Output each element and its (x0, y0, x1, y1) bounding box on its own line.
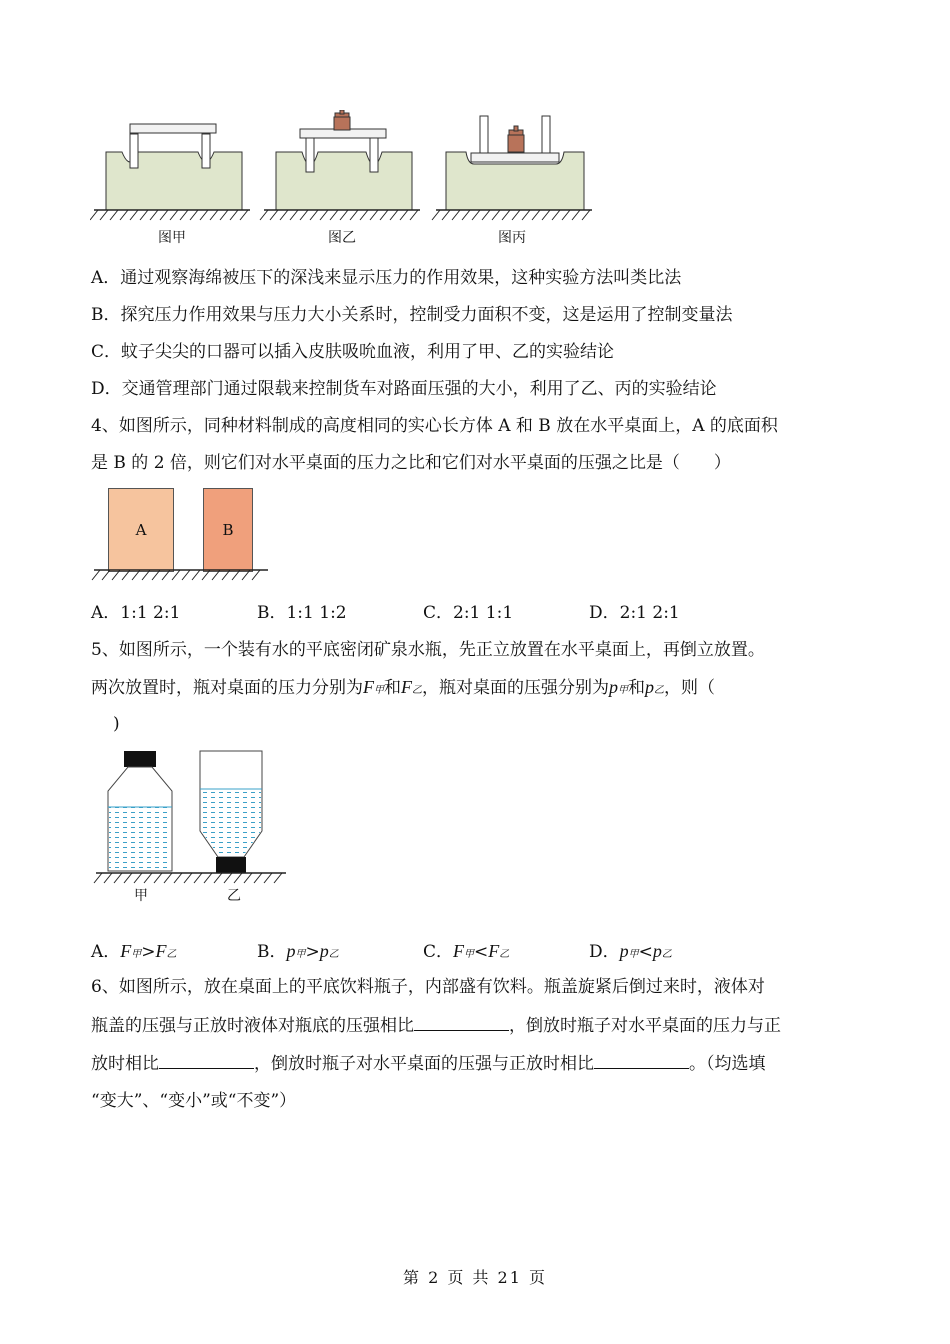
q5-stem-line2: 两次放置时，瓶对桌面的压力分别为F甲和F乙，瓶对桌面的压强分别为p甲和p乙，则（ (91, 677, 715, 698)
q4-stem-line2: 是 B 的 2 倍，则它们对水平桌面的压力之比和它们对水平桌面的压强之比是（ ） (91, 453, 731, 473)
caption-bing: 图丙 (498, 230, 526, 246)
q6-stem-line1: 6、如图所示，放在桌面上的平底饮料瓶子，内部盛有饮料。瓶盖旋紧后倒过来时，液体对 (91, 977, 765, 997)
figure-bing (436, 116, 592, 210)
q5-stem-line3: ) (113, 714, 120, 734)
q3-option-a: A．通过观察海绵被压下的深浅来显示压力的作用效果，这种实验方法叫类比法 (91, 268, 682, 288)
q3-option-d: D．交通管理部门通过限载来控制货车对路面压强的大小，利用了乙、丙的实验结论 (91, 379, 717, 399)
caption-yi: 图乙 (328, 230, 356, 246)
q4-stem-line1: 4、如图所示，同种材料制成的高度相同的实心长方体 A 和 B 放在水平桌面上，A 的底面积 (91, 416, 778, 436)
q4-option-d: D．2:1 2:1 (589, 603, 680, 623)
q6-blank-2[interactable] (159, 1053, 254, 1069)
block-b-label: B (222, 521, 234, 539)
q6-stem-line3: 放时相比 ，倒放时瓶子对水平桌面的压强与正放时相比 。（均选填 (91, 1054, 766, 1074)
block-a-label: A (135, 521, 147, 539)
q4-option-a: A．1:1 2:1 (91, 603, 181, 623)
caption-bottle-yi: 乙 (227, 888, 241, 904)
sponge-experiment-figure (90, 110, 610, 225)
q5-option-d: D．p甲<p乙 (589, 941, 672, 962)
q3-option-c: C．蚊子尖尖的口器可以插入皮肤吸吮血液，利用了甲、乙的实验结论 (91, 342, 615, 362)
q3-option-b: B．探究压力作用效果与压力大小关系时，控制受力面积不变，这是运用了控制变量法 (91, 305, 733, 325)
figure-jia (94, 124, 250, 210)
q4-table-surface (90, 568, 270, 582)
bottle-upright (108, 751, 172, 871)
caption-bottle-jia: 甲 (134, 888, 148, 904)
q6-blank-3[interactable] (594, 1053, 689, 1069)
q5-stem-line1: 5、如图所示，一个装有水的平底密闭矿泉水瓶，先正立放置在水平桌面上，再倒立放置。 (91, 640, 765, 660)
bottles-figure (90, 745, 290, 885)
block-b (203, 488, 253, 572)
q4-option-c: C．2:1 1:1 (423, 603, 514, 623)
ground-hatching (90, 210, 590, 220)
figure-yi (264, 110, 420, 210)
q6-stem-line4: “变大”、“变小”或“不变”） (91, 1091, 297, 1111)
page-footer: 第 2 页 共 21 页 (403, 1268, 547, 1287)
q4-option-b: B．1:1 1:2 (257, 603, 347, 623)
q5-option-a: A．F甲>F乙 (91, 941, 177, 962)
q5-option-b: B．p甲>p乙 (257, 941, 339, 962)
block-a (108, 488, 174, 572)
caption-jia: 图甲 (158, 230, 186, 246)
q6-stem-line2: 瓶盖的压强与正放时液体对瓶底的压强相比 ，倒放时瓶子对水平桌面的压力与正 (91, 1016, 781, 1036)
bottle-inverted (200, 751, 262, 873)
q5-option-c: C．F甲<F乙 (423, 941, 510, 962)
q6-blank-1[interactable] (414, 1015, 509, 1031)
